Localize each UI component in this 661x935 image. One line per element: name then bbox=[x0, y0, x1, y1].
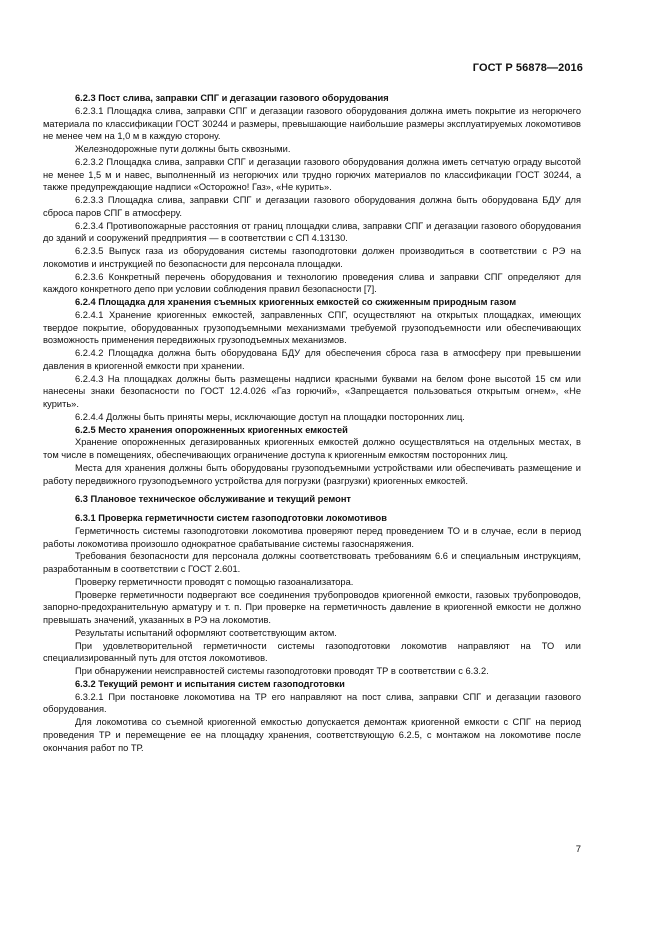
paragraph: 6.2.3.1 Площадка слива, заправки СПГ и дегазации газового оборудования должна иметь покрытие из негорючего материала по классификации ГОСТ 30244 и размеры, превышающие наибольшие размеры эксплуатируемых локомотивов не менее чем на 1,0 м в каждую сторону. bbox=[43, 105, 581, 142]
paragraph: 6.2.4.4 Должны быть приняты меры, исключающие доступ на площадки посторонних лиц. bbox=[75, 411, 465, 422]
paragraph: Хранение опорожненных дегазированных криогенных емкостей должно осуществляться на отдельных местах, в том числе в помещениях, обеспечивающих ограничение доступа к криогенным емкостям посторонних лиц. bbox=[43, 437, 581, 460]
paragraph: При удовлетворительной герметичности системы газоподготовки локомотив направляют на ТО или специализированный путь для отстоя локомотивов. bbox=[43, 640, 581, 664]
paragraph: 6.2.4.3 На площадках должны быть размещены надписи красными буквами на белом фоне высотой 15 см или нанесены знаки безопасности по ГОСТ 12.4.026 «Газ горючий», «Запрещается пользоваться открытым огнем», «Не курить». bbox=[43, 373, 581, 409]
paragraph: 6.2.4.1 Хранение криогенных емкостей, заправленных СПГ, осуществляют на открытых площадках, имеющих твердое покрытие, оборудованных грузоподъемными механизмами требуемой грузоподъемности или обеспечивающих возможность применения передвижных грузоподъемных механизмов. bbox=[43, 309, 581, 346]
paragraph: 6.2.3.6 Конкретный перечень оборудования и технологию проведения слива и заправки СПГ определяют для каждого конкретного депо при условии соблюдения правил безопасности [7]. bbox=[43, 271, 581, 295]
section-heading-6-3: 6.3 Плановое техническое обслуживание и текущий ремонт bbox=[75, 494, 351, 505]
paragraph: Места для хранения должны быть оборудованы грузоподъемными устройствами или обеспечивать размещение и работу передвижного грузоподъемного устройства для погрузки (разгрузки) криогенных емкостей. bbox=[43, 462, 581, 486]
paragraph: 6.2.3.4 Противопожарные расстояния от границ площадки слива, заправки СПГ и дегазации газового оборудования до зданий и сооружений предприятия — в соответствии с СП 4.13130. bbox=[43, 220, 581, 244]
paragraph: Требования безопасности для персонала должны соответствовать требованиям 6.6 и специальным инструкциям, разработанным в соответствии с ГОСТ 2.601. bbox=[43, 551, 581, 574]
paragraph: Проверку герметичности проводят с помощью газоанализатора. bbox=[75, 576, 354, 587]
paragraph: При обнаружении неисправностей системы газоподготовки проводят ТР в соответствии с 6.3.2. bbox=[75, 666, 489, 676]
paragraph: 6.2.4.2 Площадка должна быть оборудована БДУ для обеспечения сброса газа в атмосферу при превышении давления в криогенной емкости при хранении. bbox=[43, 348, 581, 371]
paragraph: Проверке герметичности подвергают все соединения трубопроводов криогенной емкости, газовых трубопроводов, запорно-предохранительную арматуру и т. п. При проверке на герметичность давление в криогенной емкости не должно превышать значений, указанных в РЭ на локомотив. bbox=[43, 589, 581, 625]
paragraph: 6.2.3.5 Выпуск газа из оборудования системы газоподготовки должен производиться в соответствии с РЭ на локомотив и инструкцией по безопасности для персонала площадки. bbox=[43, 246, 581, 269]
paragraph: Для локомотива со съемной криогенной емкостью допускается демонтаж криогенной емкости с СПГ на период проведения ТР и перемещение ее на площадку хранения, соответствующую 6.2.5, с монтажом на локомотиве после окончания работ по ТР. bbox=[43, 717, 581, 753]
section-heading-6-3-1: 6.3.1 Проверка герметичности систем газоподготовки локомотивов bbox=[75, 513, 387, 523]
paragraph: Железнодорожные пути должны быть сквозными. bbox=[75, 144, 291, 154]
section-heading-6-2-5: 6.2.5 Место хранения опорожненных криогенных емкостей bbox=[75, 424, 348, 435]
paragraph: 6.2.3.2 Площадка слива, заправки СПГ и дегазации газового оборудования должна иметь сетчатую ограду высотой не менее 1,5 м и навес, выполненный из негорючих или трудно горючих материалов по классификации ГОСТ 30244, а также предупреждающие надписи «Осторожно! Газ», «Не курить». bbox=[43, 156, 581, 193]
paragraph: 6.3.2.1 При постановке локомотива на ТР его направляют на пост слива, заправки СПГ и дегазации газового оборудования. bbox=[43, 691, 581, 715]
section-heading-6-2-4: 6.2.4 Площадка для хранения съемных криогенных емкостей со сжиженным природным газом bbox=[75, 297, 517, 307]
paragraph: Герметичность системы газоподготовки локомотива проверяют перед проведением ТО и в случае, если в период работы локомотива произошло однократное срабатывание системы газоснаряжения. bbox=[43, 525, 581, 549]
section-heading-6-2-3: 6.2.3 Пост слива, заправки СПГ и дегазации газового оборудования bbox=[75, 93, 389, 103]
standard-code-header: ГОСТ Р 56878—2016 bbox=[472, 62, 583, 74]
paragraph: 6.2.3.3 Площадка слива, заправки СПГ и дегазации газового оборудования должна быть оборудована БДУ для сброса паров СПГ в атмосферу. bbox=[43, 195, 581, 218]
paragraph: Результаты испытаний оформляют соответствующим актом. bbox=[75, 627, 337, 638]
document-body bbox=[43, 92, 581, 754]
page-number: 7 bbox=[575, 844, 581, 855]
section-heading-6-3-2: 6.3.2 Текущий ремонт и испытания систем газоподготовки bbox=[75, 678, 345, 689]
